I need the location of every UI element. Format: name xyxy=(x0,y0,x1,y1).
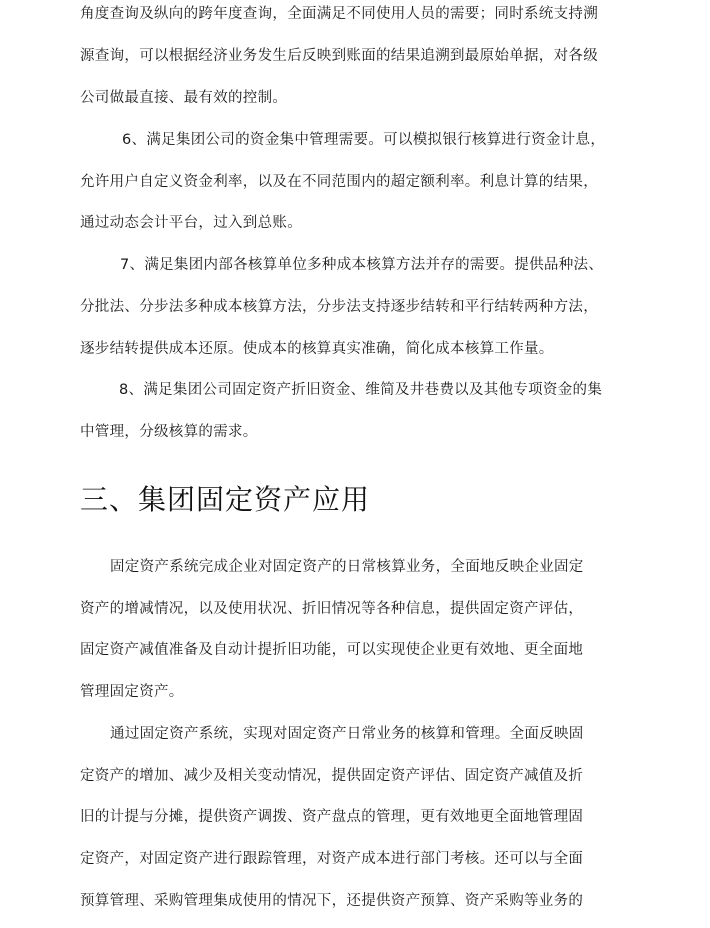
paragraph-line: 逐步结转提供成本还原。使成本的核算真实准确，简化成本核算工作量。 xyxy=(80,341,554,357)
numbered-item-7-line: 7、满足集团内部各核算单位多种成本核算方法并存的需要。提供品种法、 xyxy=(120,257,604,273)
paragraph-line: 定资产的增加、减少及相关变动情况，提供固定资产评估、固定资产减值及折 xyxy=(80,768,584,784)
numbered-item-8-line: 8、满足集团公司固定资产折旧资金、维简及井巷费以及其他专项资金的集 xyxy=(119,382,603,398)
paragraph-line: 旧的计提与分摊，提供资产调拨、资产盘点的管理，更有效地更全面地管理固 xyxy=(80,809,584,825)
paragraph-line: 固定资产系统完成企业对固定资产的日常核算业务，全面地反映企业固定 xyxy=(110,559,584,575)
paragraph-line: 公司做最直接、最有效的控制。 xyxy=(80,90,288,106)
paragraph-line: 允许用户自定义资金利率，以及在不同范围内的超定额利率。利息计算的结果， xyxy=(80,174,598,190)
paragraph-line: 管理固定资产。 xyxy=(80,684,184,700)
paragraph-line: 中管理，分级核算的需求。 xyxy=(80,424,258,440)
section-heading: 三、集团固定资产应用 xyxy=(80,483,371,516)
paragraph-line: 通过固定资产系统，实现对固定资产日常业务的核算和管理。全面反映固 xyxy=(110,726,584,742)
paragraph-line: 资产的增减情况，以及使用状况、折旧情况等各种信息，提供固定资产评估， xyxy=(80,601,584,617)
paragraph-line: 分批法、分步法多种成本核算方法，分步法支持逐步结转和平行结转两种方法， xyxy=(80,299,598,315)
paragraph-line: 预算管理、采购管理集成使用的情况下，还提供资产预算、资产采购等业务的 xyxy=(80,893,584,909)
paragraph-line: 固定资产减值准备及自动计提折旧功能，可以实现使企业更有效地、更全面地 xyxy=(80,642,584,658)
numbered-item-6-line: 6、满足集团公司的资金集中管理需要。可以模拟银行核算进行资金计息， xyxy=(122,132,606,148)
paragraph-line: 源查询，可以根据经济业务发生后反映到账面的结果追溯到最原始单据，对各级 xyxy=(80,48,598,64)
paragraph-line: 通过动态会计平台，过入到总账。 xyxy=(80,215,302,231)
paragraph-line: 角度查询及纵向的跨年度查询，全面满足不同使用人员的需要；同时系统支持溯 xyxy=(80,6,598,22)
paragraph-line: 定资产，对固定资产进行跟踪管理，对资产成本进行部门考核。还可以与全面 xyxy=(80,851,584,867)
